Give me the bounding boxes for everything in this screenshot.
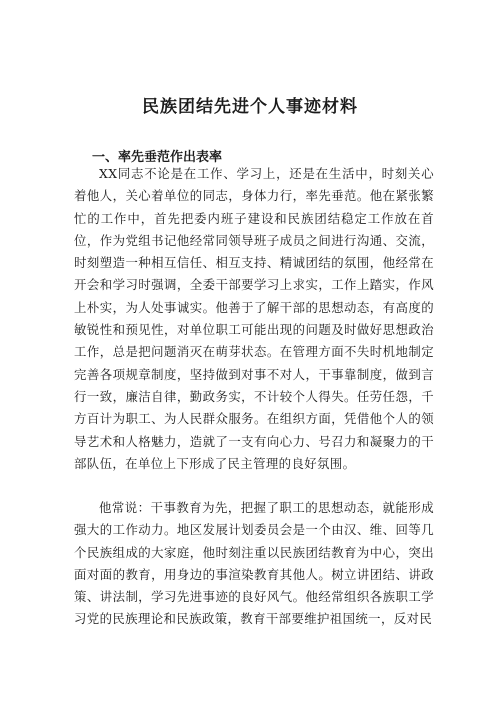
- body-paragraph: XX同志不论是在工作、学习上，还是在生活中，时刻关心着他人，关心着单位的同志，身体力行，率先垂范。他在紧张繁忙的工作中，首先把委内班子建设和民族团结稳定工作放在首位，作为党组书记他经常同领导班子成员之间进行沟通、交流，时刻塑造一种相互信任、相互支持、精诚团结的氛围，他经常在开会和学习时强调，全委干部要学习上求实，工作上踏实，作风上朴实，为人处事诚实。他善于了解干部的思想动态，有高度的敏锐性和预见性，对单位职工可能出现的问题及时做好思想政治工作，总是把问题消灭在萌芽状态。在管理方面不失时机地制定完善各项规章制度，坚持做到对事不对人，干事靠制度，做到言行一致，廉洁自律，勤政务实，不计较个人得失。任劳任怨，千方百计为职工、为人民群众服务。在组织方面，凭借他个人的领导艺术和人格魅力，造就了一支有向心力、号召力和凝聚力的干部队伍，在单位上下形成了民主管理的良好氛围。: [74, 166, 434, 471]
- body-paragraph: 他常说：干事教育为先，把握了职工的思想动态，就能形成强大的工作动力。地区发展计划委员会是一个由汉、维、回等几个民族组成的大家庭，他时刻注重以民族团结教育为中心，突出面对面的教育，用身边的事渲染教育其他人。树立讲团结、讲政策、讲法制，学习先进事迹的良好风气。他经常组织各族职工学习党的民族理论和民族政策，教育干部要维护祖国统一，反对民: [74, 500, 434, 627]
- document-title: 民族团结先进个人事迹材料: [142, 97, 358, 117]
- section-heading: 一、率先垂范作出表率: [92, 150, 223, 165]
